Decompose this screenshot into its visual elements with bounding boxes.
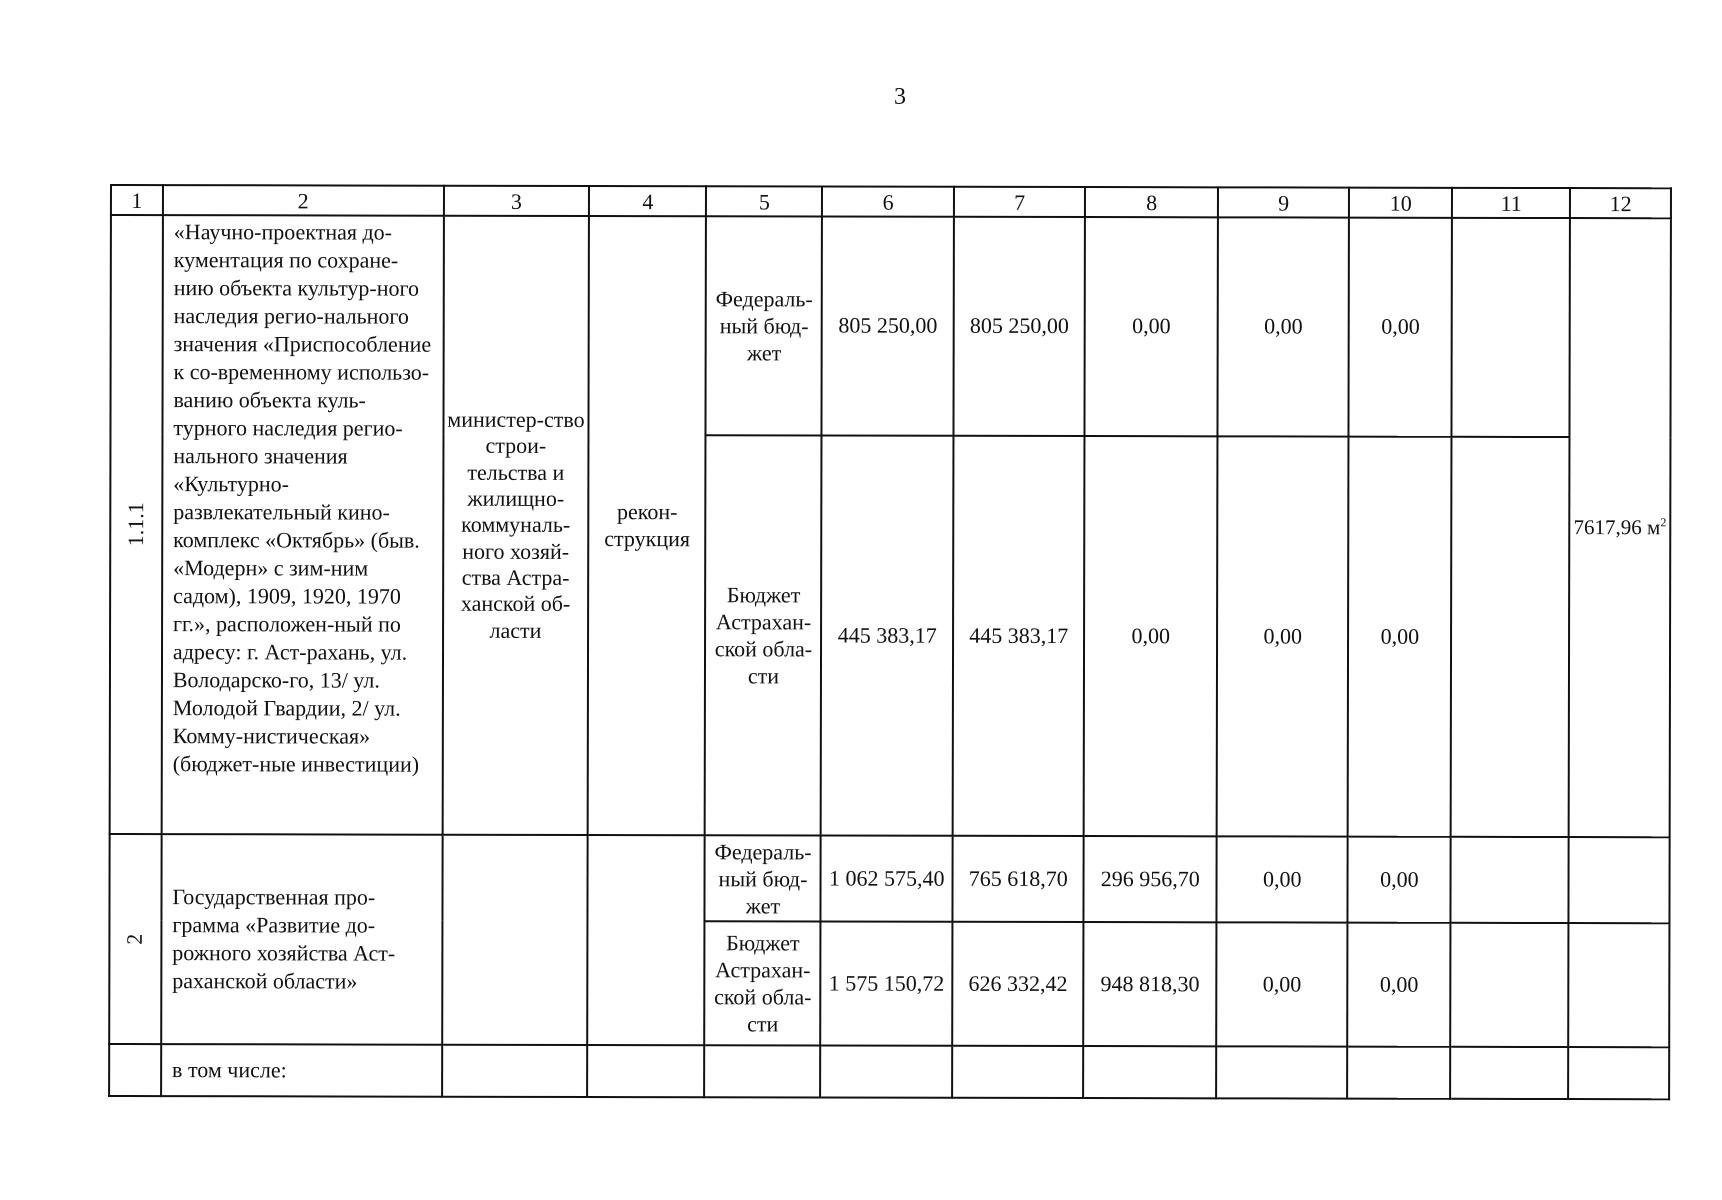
amount-cell: 948 818,30: [1084, 922, 1217, 1046]
amount-cell: 805 250,00: [822, 216, 954, 435]
funding-source-cell: Бюджет Астрахан-ской обла-сти: [705, 435, 822, 835]
program-name-cell: Государственная про-грамма «Развитие до-рожного хозяйства Аст-раханской области»: [161, 834, 442, 1045]
executor-cell: [442, 835, 588, 1045]
column-header: 12: [1570, 188, 1671, 218]
column-header: 1: [111, 185, 163, 215]
empty-cell: [1450, 923, 1568, 1047]
empty-cell: [1568, 1047, 1669, 1099]
column-header: 11: [1452, 188, 1570, 218]
row-number-cell: [109, 834, 161, 1044]
empty-cell: [821, 1045, 953, 1097]
object-name-cell: «Научно-проектная до-кументация по сохране-нию объекта культур-ного наследия регио-нального значения «Приспособление к со-временному использо-ванию объекта куль-турного наследия регио-нального значения «Культурно-развлекательный кино-комплекс «Октябрь» (быв. «Модерн» с зим-ним садом), 1909, 1920, 1970 гг.», расположен-ный по адресу: г. Аст-рахань, ул. Володарско-го, 13/ ул. Молодой Гвардии, 2/ ул. Комму-нистическая» (бюджет-ные инвестиции): [162, 215, 444, 835]
column-header: 9: [1218, 187, 1350, 217]
amount-cell: 0,00: [1217, 436, 1349, 836]
empty-cell: [587, 1045, 704, 1097]
column-header: 5: [706, 186, 822, 216]
amount-cell: 805 250,00: [953, 217, 1085, 436]
capacity-cell: [1569, 218, 1671, 837]
amount-cell: 445 383,17: [953, 436, 1085, 836]
column-header: 8: [1085, 187, 1218, 217]
amount-cell: 445 383,17: [821, 435, 953, 835]
program-table: [108, 184, 1672, 1100]
column-header: 4: [589, 186, 706, 216]
empty-cell: [1083, 1046, 1216, 1098]
note-cell: в том числе:: [161, 1044, 442, 1097]
capacity-unit-superscript: 2: [1660, 515, 1667, 530]
amount-cell: 0,00: [1084, 436, 1217, 836]
program-table-container: [108, 184, 1672, 1100]
amount-cell: 1 062 575,40: [821, 835, 953, 921]
column-header: 10: [1349, 188, 1452, 218]
amount-cell: 0,00: [1348, 437, 1452, 837]
column-header: 3: [443, 186, 589, 216]
work-type-cell: рекон-струкция: [588, 216, 706, 835]
capacity-value: 7617,96 м: [1573, 514, 1661, 540]
table-row: [109, 834, 1669, 923]
amount-cell: 0,00: [1348, 923, 1451, 1047]
empty-cell: [1216, 1046, 1348, 1098]
executor-cell: министер-ство строи-тельства и жилищно-коммуналь-ного хозяй-ства Астра-ханской об-ласти: [442, 216, 589, 835]
work-type-cell: [588, 835, 706, 1045]
empty-cell: [1451, 837, 1569, 923]
empty-cell: [1450, 1047, 1568, 1099]
amount-cell: 626 332,42: [952, 922, 1084, 1046]
amount-cell: 0,00: [1349, 218, 1452, 437]
row-number: 2: [122, 933, 148, 945]
empty-cell: [952, 1046, 1084, 1098]
empty-cell: [1569, 923, 1670, 1047]
amount-cell: 296 956,70: [1084, 836, 1217, 922]
row-number-cell: [110, 215, 163, 834]
amount-cell: 0,00: [1216, 836, 1348, 922]
empty-cell: [1348, 1047, 1451, 1099]
table-header-row: [111, 185, 1671, 218]
funding-source-cell: Федераль-ный бюд-жет: [706, 216, 822, 435]
table-row: [109, 1044, 1669, 1099]
page-number: 3: [894, 84, 906, 110]
empty-cell: [1569, 837, 1670, 923]
row-number: 1.1.1: [122, 502, 149, 547]
column-header: 6: [822, 186, 954, 216]
empty-cell: [442, 1045, 588, 1097]
empty-cell: [1452, 218, 1571, 437]
amount-cell: 0,00: [1348, 837, 1451, 923]
amount-cell: 0,00: [1217, 217, 1349, 436]
column-header: 7: [954, 187, 1086, 217]
amount-cell: 0,00: [1085, 217, 1218, 436]
empty-cell: [705, 1045, 821, 1097]
funding-source-cell: Бюджет Астрахан-ской обла-сти: [705, 921, 821, 1045]
funding-source-cell: Федераль-ный бюд-жет: [705, 835, 821, 921]
table-row: [110, 215, 1670, 437]
amount-cell: 1 575 150,72: [821, 921, 953, 1045]
column-header: 2: [163, 185, 444, 216]
empty-cell: [109, 1044, 161, 1096]
empty-cell: [1451, 437, 1570, 837]
amount-cell: 765 618,70: [952, 836, 1084, 922]
amount-cell: 0,00: [1216, 922, 1348, 1046]
